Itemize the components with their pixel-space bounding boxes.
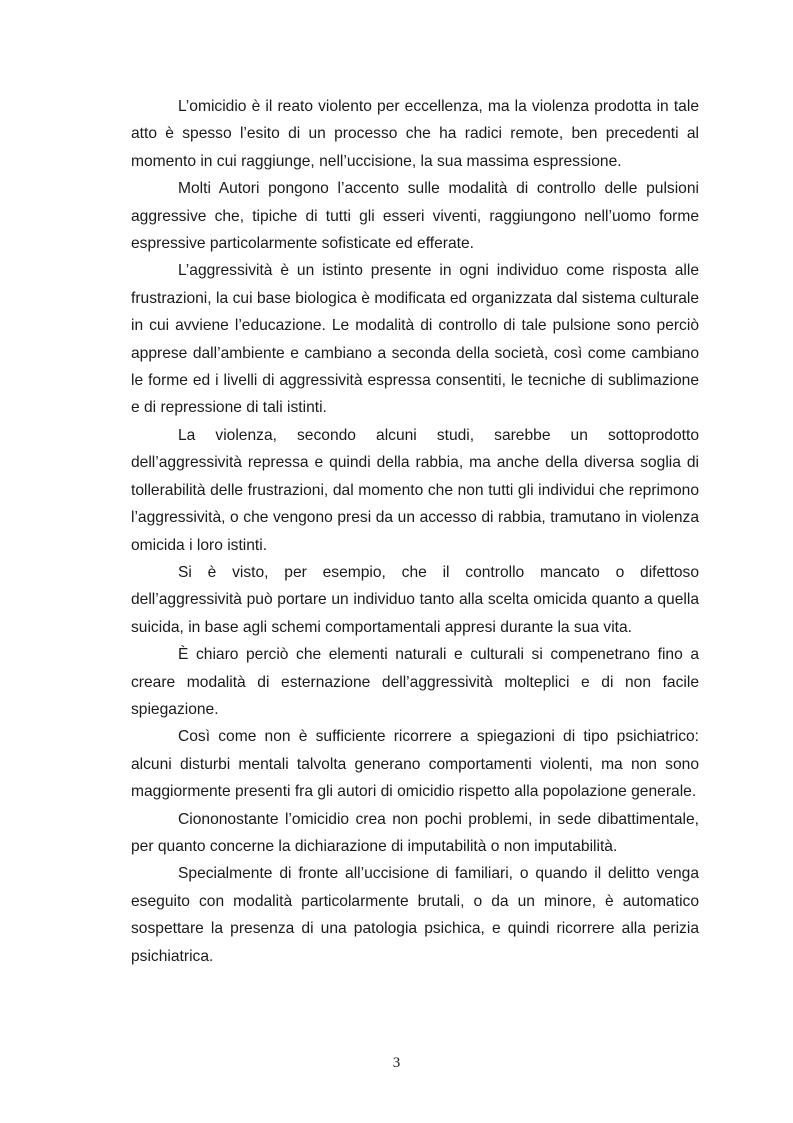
paragraph-9: Specialmente di fronte all’uccisione di familiari, o quando il delitto venga eseguito con modalità particolarmente brutali, o da un minore, è automatico sospettare la presenza di una patologia psichica, e quindi ricorrere alla perizia psichiatrica. — [131, 865, 699, 965]
paragraph-4: La violenza, secondo alcuni studi, sarebbe un sottoprodotto dell’aggressività repressa e quindi della rabbia, ma anche della diversa soglia di tollerabilità delle frustrazioni, dal momento che non tutti gli individui che reprimono l’aggressività, o che vengono presi da un accesso di rabbia, tramutano in violenza omicida i loro istinti. — [131, 426, 699, 554]
paragraph-6: È chiaro perciò che elementi naturali e culturali si compenetrano fino a creare modalità di esternazione dell’aggressività molteplici e di non facile spiegazione. — [131, 646, 699, 718]
paragraph-8: Ciononostante l’omicidio crea non pochi problemi, in sede dibattimentale, per quanto concerne la dichiarazione di imputabilità o non imputabilità. — [131, 810, 699, 855]
paragraph-7: Così come non è sufficiente ricorrere a spiegazioni di tipo psichiatrico: alcuni disturbi mentali talvolta generano comportamenti violenti, ma non sono maggiormente presenti fra gli autori di omicidio rispetto alla popolazione generale. — [131, 728, 699, 801]
paragraph-5: Si è visto, per esempio, che il controllo mancato o difettoso dell’aggressività può portare un individuo tanto alla scelta omicida quanto a quella suicida, in base agli schemi comportamentali appresi durante la sua vita. — [131, 563, 699, 636]
page-number: 3 — [392, 1055, 401, 1071]
paragraph-3: L’aggressività è un istinto presente in ogni individuo come risposta alle frustrazioni, la cui base biologica è modificata ed organizzata dal sistema culturale in cui avviene l’educazione. Le modalità di controllo di tale pulsione sono perciò apprese dall’ambiente e cambiano a seconda della società, così come cambiano le forme ed i livelli di aggressività espressa consentiti, le tecniche di sublimazione e di repressione di tali istinti. — [131, 262, 699, 417]
body-text — [131, 93, 699, 970]
paragraph-1: L’omicidio è il reato violento per eccellenza, ma la violenza prodotta in tale atto è spesso l’esito di un processo che ha radici remote, ben precedenti al momento in cui raggiunge, nell’uccisione, la sua massima espressione. — [131, 98, 699, 170]
paragraph-2: Molti Autori pongono l’accento sulle modalità di controllo delle pulsioni aggressive che, tipiche di tutti gli esseri viventi, raggiungono nell’uomo forme espressive particolarmente sofisticate ed efferate. — [131, 180, 699, 253]
